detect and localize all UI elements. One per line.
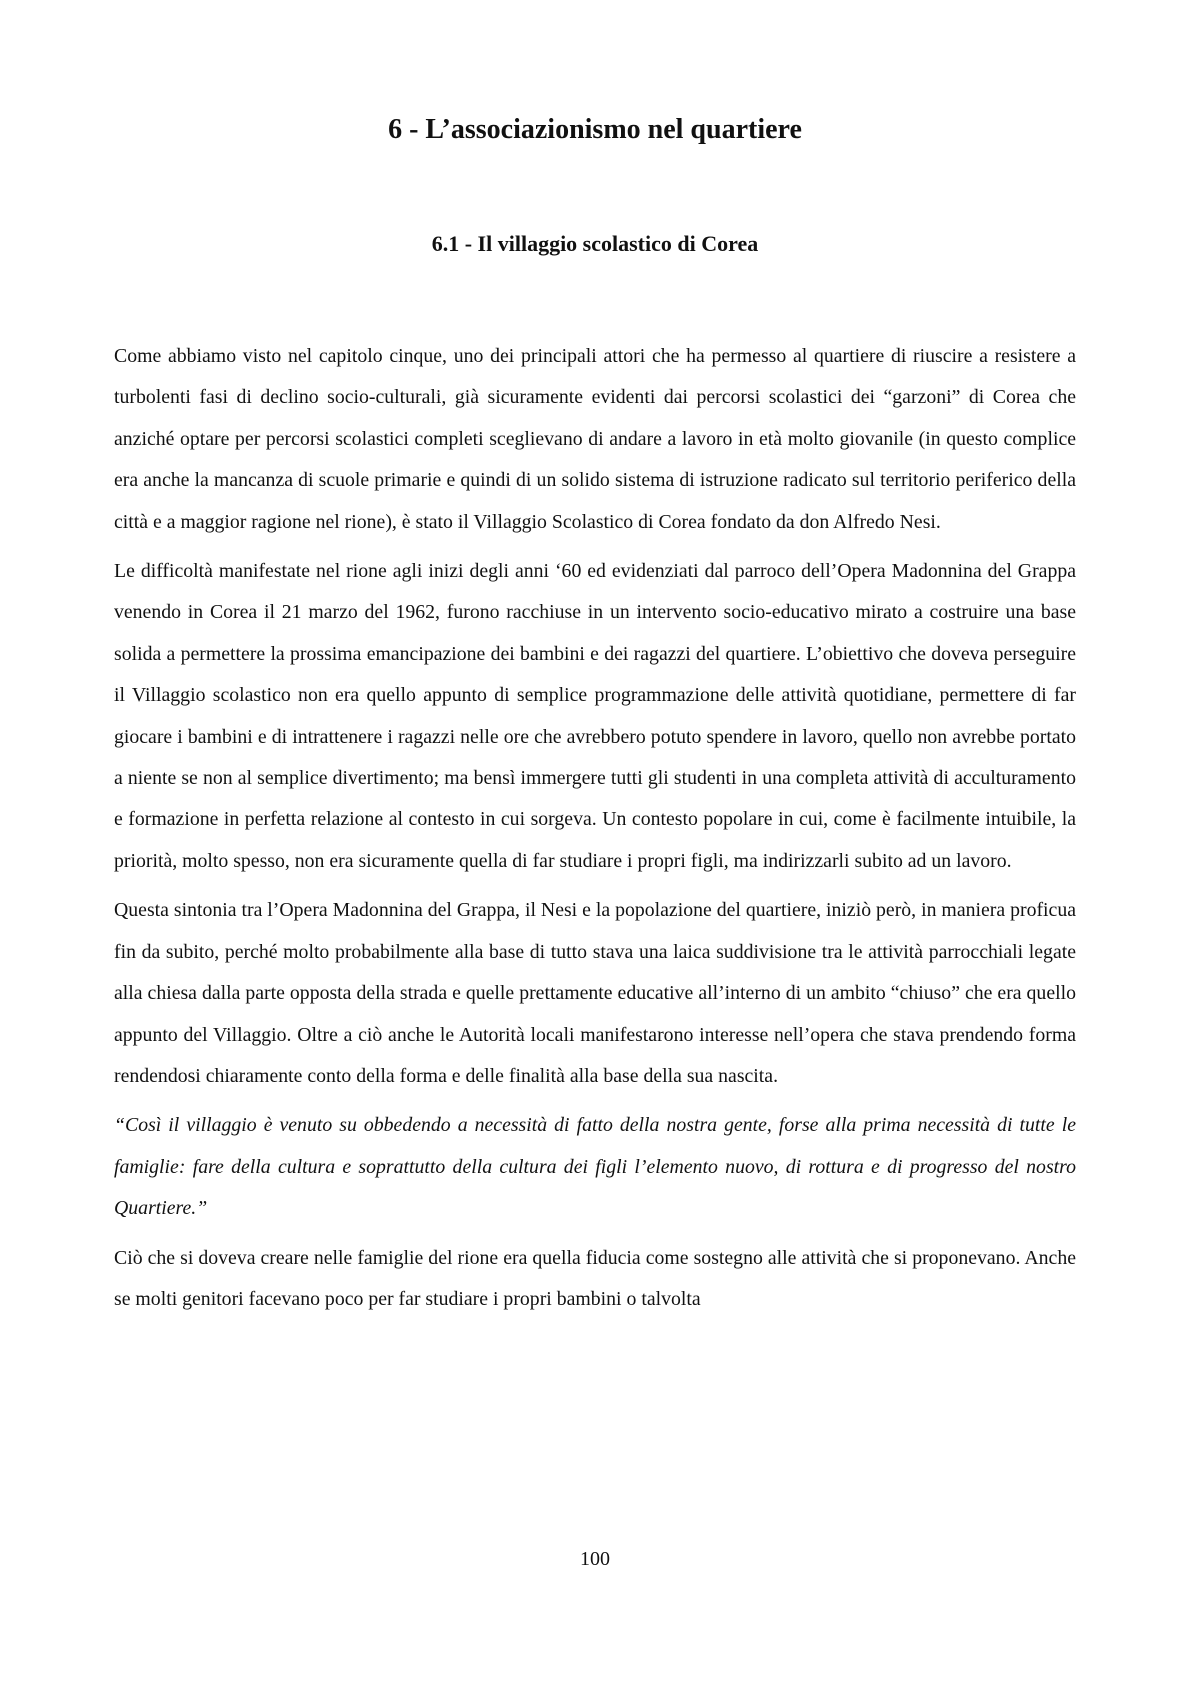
- section-title: 6.1 - Il villaggio scolastico di Corea: [431, 231, 759, 256]
- chapter-title: 6 - L’associazionismo nel quartiere: [388, 114, 802, 145]
- body-text: [114, 336, 1076, 1328]
- block-quote: “Così il villaggio è venuto su obbedendo a necessità di fatto della nostra gente, forse alla prima necessità di tutte le famiglie: fare della cultura e soprattutto della cultura dei figli l’elemento nuovo, di rottura e di progresso del nostro Quartiere.”: [114, 1114, 1076, 1220]
- paragraph-3: Questa sintonia tra l’Opera Madonnina del Grappa, il Nesi e la popolazione del quartiere, iniziò però, in maniera proficua fin da subito, perché molto probabilmente alla base di tutto stava una laica suddivisione tra le attività parrocchiali legate alla chiesa dalla parte opposta della strada e quelle prettamente educative all’interno di un ambito “chiuso” che era quello appunto del Villaggio. Oltre a ciò anche le Autorità locali manifestarono interesse nell’opera che stava prendendo forma rendendosi chiaramente conto della forma e delle finalità alla base della sua nascita.: [114, 899, 1076, 1087]
- paragraph-2: Le difficoltà manifestate nel rione agli inizi degli anni ‘60 ed evidenziati dal parroco dell’Opera Madonnina del Grappa venendo in Corea il 21 marzo del 1962, furono racchiuse in un intervento socio-educativo mirato a costruire una base solida a permettere la prossima emancipazione dei bambini e dei ragazzi del quartiere. L’obiettivo che doveva perseguire il Villaggio scolastico non era quello appunto di semplice programmazione delle attività quotidiane, permettere di far giocare i bambini e di intrattenere i ragazzi nelle ore che avrebbero potuto spendere in lavoro, quello non avrebbe portato a niente se non al semplice divertimento; ma bensì immergere tutti gli studenti in una completa attività di acculturamento e formazione in perfetta relazione al contesto in cui sorgeva. Un contesto popolare in cui, come è facilmente intuibile, la priorità, molto spesso, non era sicuramente quella di far studiare i propri figli, ma indirizzarli subito ad un lavoro.: [114, 560, 1076, 872]
- paragraph-1: Come abbiamo visto nel capitolo cinque, uno dei principali attori che ha permesso al quartiere di riuscire a resistere a turbolenti fasi di declino socio-culturali, già sicuramente evidenti dai percorsi scolastici dei “garzoni” di Corea che anziché optare per percorsi scolastici completi sceglievano di andare a lavoro in età molto giovanile (in questo complice era anche la mancanza di scuole primarie e quindi di un solido sistema di istruzione radicato sul territorio periferico della città e a maggior ragione nel rione), è stato il Villaggio Scolastico di Corea fondato da don Alfredo Nesi.: [114, 345, 1076, 533]
- paragraph-4: Ciò che si doveva creare nelle famiglie del rione era quella fiducia come sostegno alle attività che si proponevano. Anche se molti genitori facevano poco per far studiare i propri bambini o talvolta: [114, 1246, 1076, 1310]
- page-number: 100: [580, 1548, 610, 1570]
